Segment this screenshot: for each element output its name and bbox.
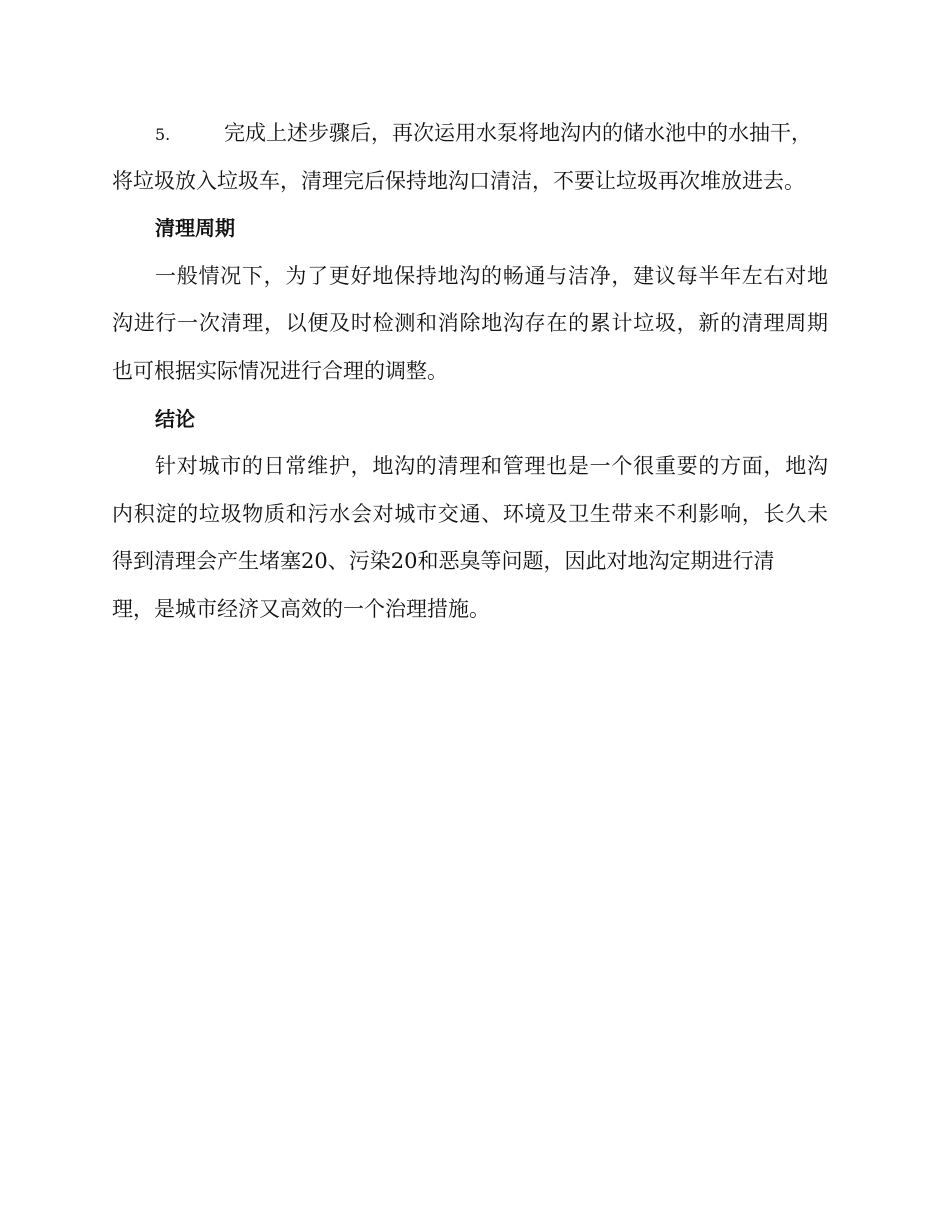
list-item-text-line-2: 将垃圾放入垃圾车，清理完后保持地沟口清洁，不要让垃圾再次堆放进去。 <box>112 168 805 193</box>
paragraph-line: 理，是城市经济又高效的一个治理措施。 <box>112 596 490 621</box>
paragraph-line: 沟进行一次清理，以便及时检测和消除地沟存在的累计垃圾，新的清理周期 <box>112 311 828 336</box>
list-item-5 <box>112 110 832 158</box>
document-body <box>112 110 832 634</box>
paragraph-line: 得到清理会产生堵塞20、污染20和恶臭等问题，因此对地沟定期进行清 <box>112 549 775 574</box>
paragraph-line: 针对城市的日常维护，地沟的清理和管理也是一个很重要的方面，地沟 <box>155 454 828 479</box>
paragraph-line: 也可根据实际情况进行合理的调整。 <box>112 358 448 383</box>
list-item-text-line-1: 完成上述步骤后，再次运用水泵将地沟内的储水池中的水抽干， <box>224 121 812 145</box>
heading-cleaning-cycle: 清理周期 <box>155 216 235 241</box>
paragraph-line: 一般情况下，为了更好地保持地沟的畅通与洁净，建议每半年左右对地 <box>155 263 828 288</box>
heading-conclusion: 结论 <box>155 406 195 431</box>
list-item-number: 5. <box>155 125 171 144</box>
paragraph-line: 内积淀的垃圾物质和污水会对城市交通、环境及卫生带来不利影响，长久未 <box>112 501 828 526</box>
